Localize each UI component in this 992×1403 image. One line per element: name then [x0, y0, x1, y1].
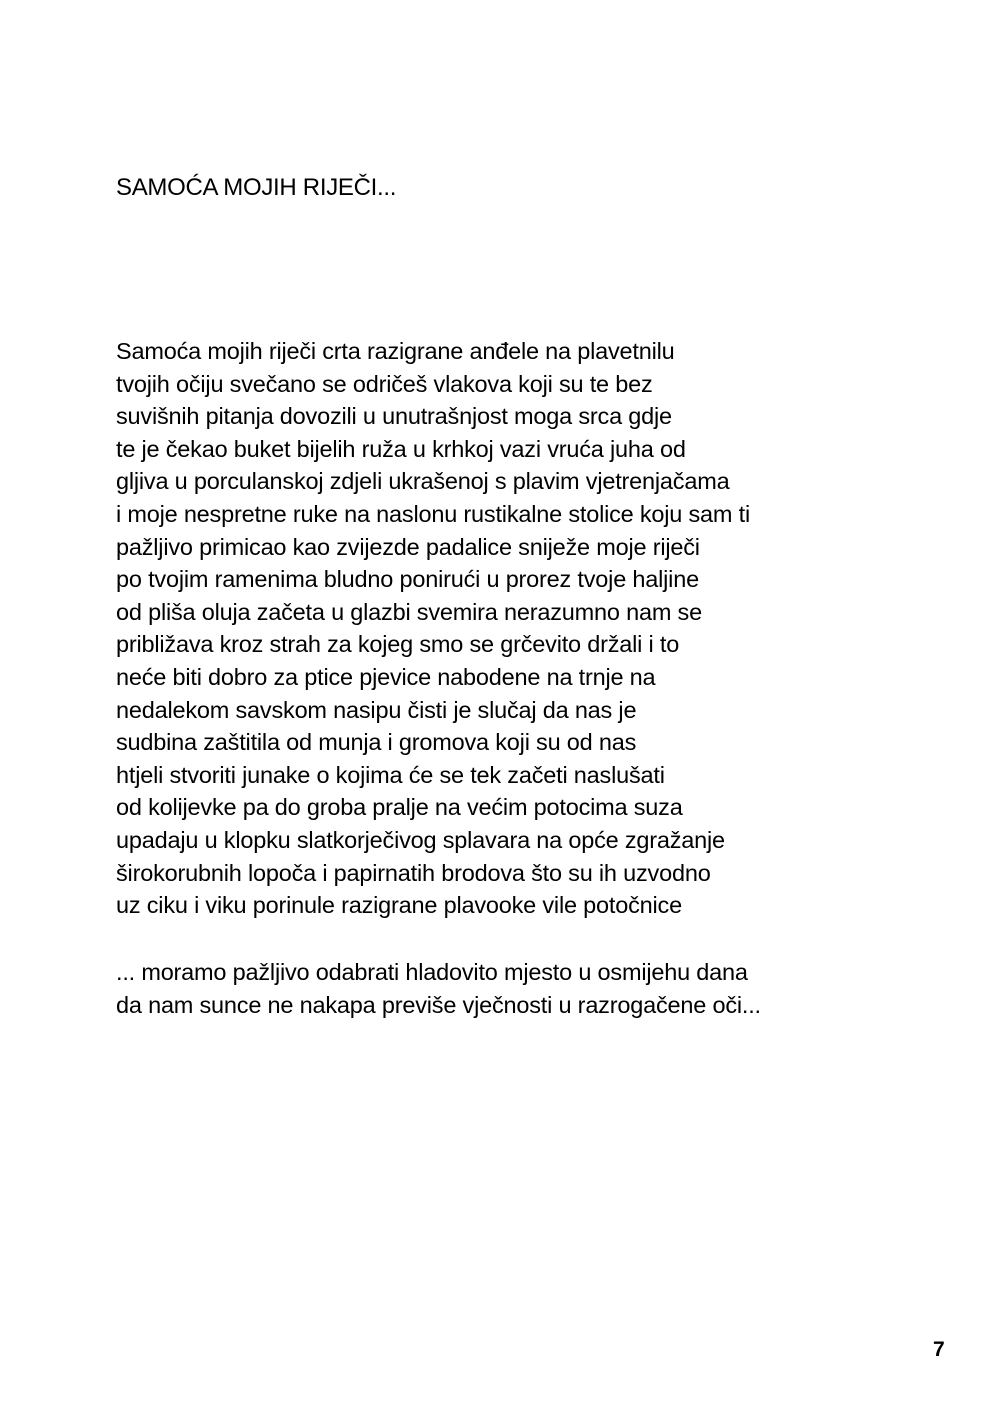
- poem-line: i moje nespretne ruke na naslonu rustikalne stolice koju sam ti: [116, 500, 750, 527]
- poem-line: upadaju u klopku slatkorječivog splavara na opće zgražanje: [116, 826, 725, 853]
- poem-line: uz ciku i viku porinule razigrane plavooke vile potočnice: [116, 892, 682, 919]
- page-number: 7: [933, 1338, 945, 1361]
- poem-line: te je čekao buket bijelih ruža u krhkoj vazi vruća juha od: [116, 435, 686, 462]
- poem-line: htjeli stvoriti junake o kojima će se tek začeti naslušati: [116, 761, 665, 788]
- poem-line: širokorubnih lopoča i papirnatih brodova što su ih uzvodno: [116, 859, 711, 886]
- poem-line: po tvojim ramenima bludno ponirući u prorez tvoje haljine: [116, 566, 699, 593]
- poem-title: SAMOĆA MOJIH RIJEČI...: [116, 174, 397, 201]
- poem-line: sudbina zaštitila od munja i gromova koji su od nas: [116, 729, 637, 756]
- poem-line: suvišnih pitanja dovozili u unutrašnjost moga srca gdje: [116, 403, 672, 430]
- poem-line: ... moramo pažljivo odabrati hladovito mjesto u osmijehu dana: [116, 959, 748, 985]
- poem-line: gljiva u porculanskoj zdjeli ukrašenoj s plavim vjetrenjačama: [116, 468, 730, 495]
- poem-line: nedalekom savskom nasipu čisti je slučaj da nas je: [116, 696, 637, 723]
- poem-line: da nam sunce ne nakapa previše vječnosti u razrogačene oči...: [116, 991, 761, 1018]
- poem-line: od pliša oluja začeta u glazbi svemira nerazumno nam se: [116, 598, 702, 625]
- poem-line: Samoća mojih riječi crta razigrane anđele na plavetnilu: [116, 338, 675, 364]
- poem-line: neće biti dobro za ptice pjevice nabodene na trnje na: [116, 663, 656, 690]
- poem-line: tvojih očiju svečano se odričeš vlakova koji su te bez: [116, 370, 653, 397]
- poem-stanza-2: [116, 956, 761, 1021]
- poem-line: od kolijevke pa do groba pralje na većim potocima suza: [116, 794, 683, 821]
- poem-line: približava kroz strah za kojeg smo se grčevito držali i to: [116, 631, 680, 658]
- poem-line: pažljivo primicao kao zvijezde padalice sniježe moje riječi: [116, 533, 700, 560]
- poem-stanza-1: [116, 335, 750, 922]
